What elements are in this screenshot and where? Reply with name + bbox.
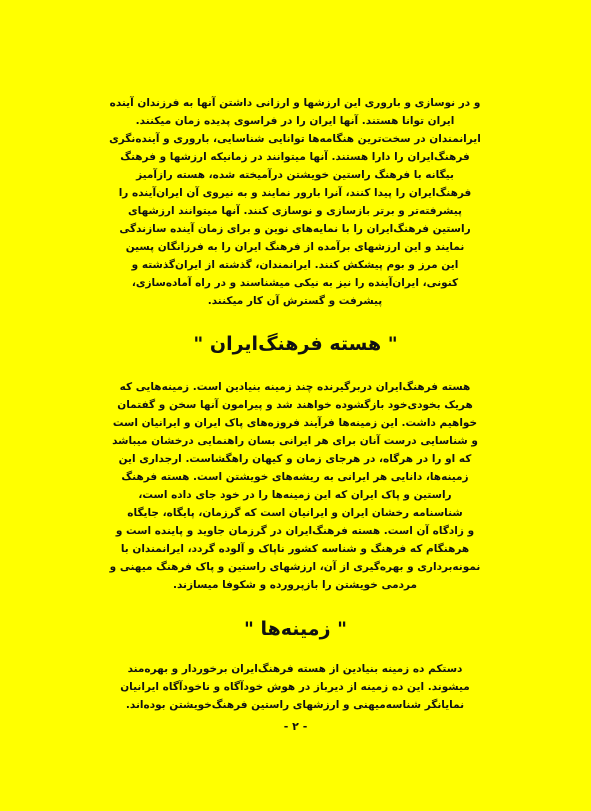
- paragraph-line: هریک بخودی‌خود بازگشوده خواهند شد و پیرامون آنها سخن و گفتمان: [117, 399, 473, 411]
- paragraph-line: خواهیم داشت. این زمینه‌ها فرآیند فروزه‌های پاک ایران و ایرانیان است: [112, 417, 478, 429]
- paragraph-line: ایران توانا هستند. آنها ایران را در فراسوی پدیده زمان میکنند.: [135, 115, 455, 127]
- paragraph-line: و زادگاه آن است. هسته فرهنگ‌ایران در گرزمان جاوید و پاینده است و: [115, 525, 475, 537]
- paragraph-line: زمینه‌ها، دانایی هر ایرانی به ریشه‌های خویشتن است. هسته فرهنگ: [121, 471, 469, 483]
- section-heading-fields: " زمینه‌ها ": [243, 618, 348, 640]
- paragraph-line: شناسنامه رخشان ایران و ایرانیان است که گرزمان، پایگاه، جایگاه: [127, 507, 463, 519]
- paragraph-line: میشوند. این ده زمینه از دیرباز در هوش خودآگاه و ناخودآگاه ایرانیان: [120, 681, 470, 693]
- paragraph-line: راستین و پاک ایران که این زمینه‌ها را در خود جای داده است،: [138, 489, 452, 501]
- page-number: - ٢ -: [283, 720, 308, 733]
- paragraph-line: نمونه‌برداری و بهره‌گیری از آن، ارزشهای راستین و پاک فرهنگ میهنی و: [109, 561, 481, 573]
- paragraph-line: هرهنگام که فرهنگ و شناسه کشور ناپاک و آلوده گردد، ایرانمندان با: [120, 543, 470, 555]
- section-heading-core-culture: " هسته فرهنگ‌ایران ": [193, 333, 398, 355]
- core-culture-paragraph: [60, 378, 530, 594]
- paragraph-line: راستین فرهنگ‌ایران را با نمایه‌های نوین و برای زمان آینده سازندگی: [119, 223, 471, 235]
- paragraph-line: بیگانه با فرهنگ راستین خویشتن درآمیخته شده، هسته رازآمیز: [136, 169, 454, 181]
- paragraph-line: نمایند و این ارزشهای برآمده از فرهنگ ایران را به فرزانگان پسین: [125, 241, 465, 253]
- paragraph-line: هسته فرهنگ‌ایران دربرگیرنده چند زمینه بنیادین است. زمینه‌هایی که: [119, 381, 471, 393]
- paragraph-line: و شناسایی درست آنان برای هر ایرانی بسان راهنمایی درخشان میباشد: [112, 435, 478, 447]
- paragraph-line: مردمی خویشتن را بازپرورده و شکوفا میسازند.: [172, 579, 417, 591]
- paragraph-line: این مرز و بوم پیشکش کنند. ایرانمندان، گذشته از ایران‌گذشته و: [131, 259, 459, 271]
- fields-paragraph: [60, 660, 530, 714]
- paragraph-line: پیشرفته‌تر و برتر بازسازی و نوسازی کنند. آنها میتوانند ارزشهای: [128, 205, 462, 217]
- paragraph-line: نمایانگر شناسه‌میهنی و ارزشهای راستین فرهنگ‌خویشتن بوده‌اند.: [125, 699, 465, 711]
- paragraph-line: فرهنگ‌ایران را پیدا کنند، آنرا بارور نمایند و به نیروی آن ایران‌آینده را: [118, 187, 472, 199]
- paragraph-line: ایرانمندان در سخت‌ترین هنگامه‌ها توانایی شناسایی، باروری و آینده‌نگری: [109, 133, 481, 145]
- intro-paragraph: [60, 94, 530, 310]
- paragraph-line: پیشرفت و گسترش آن کار میکنند.: [207, 295, 383, 307]
- paragraph-line: کنونی، ایران‌آینده را نیز به نیکی میشناسند و در راه آماده‌سازی،: [131, 277, 459, 289]
- paragraph-line: فرهنگ‌ایران را دارا هستند. آنها میتوانند در زمانیکه ارزشها و فرهنگ: [120, 151, 470, 163]
- paragraph-line: دستکم ده زمینه بنیادین از هسته فرهنگ‌ایران برخوردار و بهره‌مند: [127, 663, 463, 675]
- paragraph-line: و در نوسازی و باروری این ارزشها و ارزانی داشتن آنها به فرزندان آینده: [109, 97, 481, 109]
- paragraph-line: که او را در هرگاه، در هرجای زمان و کیهان راهگشاست. ارجداری این: [118, 453, 472, 465]
